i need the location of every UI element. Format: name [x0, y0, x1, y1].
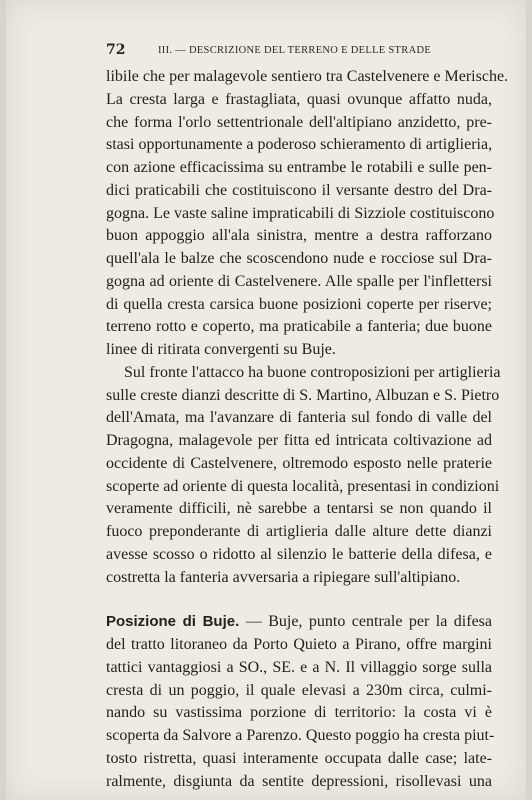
text-line: quell'ala le balze che scoscendono nude e rocciose sul Dra-: [106, 250, 492, 267]
book-page: [6, 0, 526, 800]
section-spacer: [106, 589, 492, 611]
body-text: [106, 66, 509, 793]
text-line: dell'Amata, ma l'avanzare di fanteria sul fondo di valle del: [106, 409, 492, 427]
text-line: veramente difficili, nè sarebbe a tentarsi se non quando il: [106, 500, 492, 518]
text-line: dici praticabili che costituiscono il versante destro del Dra-: [106, 181, 492, 199]
text-line: buon appoggio all'ala sinistra, mentre a destra rafforzano: [106, 227, 492, 245]
text-line: gogna ad oriente di Castelvenere. Alle spalle per l'inflettersi: [106, 272, 492, 290]
text-line: stasi opportunamente a poderoso schieramento di artiglieria,: [106, 136, 493, 154]
text-line: avesse scosso o ridotto al silenzio le batterie della difesa, e: [106, 545, 492, 563]
text-line: tattici vantaggiosi a SO., SE. e a N. Il villaggio sorge sulla: [106, 658, 492, 676]
text-line: nando su vastissima porzione di territorio: la costa vi è: [106, 704, 492, 722]
paragraph-1: [106, 66, 509, 362]
text-line: Sul fronte l'attacco ha buone controposizioni per artiglieria: [124, 363, 501, 381]
text-line: ralmente, disgiunta da sentite depressioni, risollevasi una: [106, 772, 492, 790]
text-line: scoperte ad oriente di questa località, presentasi in condizioni: [106, 477, 500, 495]
text-line: Dragogna, malagevole per fitta ed intricata coltivazione ad: [106, 432, 492, 449]
text-line: La cresta larga e frastagliata, quasi ovunque affatto nuda,: [106, 90, 492, 108]
page-header: [106, 42, 486, 62]
text-line: di quella cresta carsica buone posizioni coperte per riserve;: [106, 295, 492, 313]
paragraph-2: [106, 362, 501, 590]
section-heading: Posizione di Buje.: [106, 613, 240, 631]
text-line: scoperta da Salvore a Parenzo. Questo poggio ha cresta piut-: [106, 727, 495, 744]
text-line: sulle creste dianzi descritte di S. Martino, Albuzan e S. Pietro: [106, 386, 500, 404]
text-line: tosto ristretta, quasi interamente occupata dalle case; late-: [106, 749, 492, 767]
text-line: con azione efficacissima su entrambe le rotabili e sulle pen-: [106, 159, 492, 176]
running-head: III. — DESCRIZIONE DEL TERRENO E DELLE STRADE: [158, 45, 432, 56]
section-first-line-text: — Buje, punto centrale per la difesa: [239, 613, 492, 631]
text-line: del tratto litoraneo da Porto Quieto a Pirano, offre margini: [106, 636, 492, 653]
text-line: fuoco preponderante di artiglieria dalle alture dette dianzi: [106, 523, 492, 540]
text-line: costretta la fanteria avversaria a ripiegare sull'altipiano.: [106, 568, 461, 586]
text-line: cresta di un poggio, il quale elevasi a 230m circa, culmi-: [106, 681, 492, 699]
text-line: terreno rotto e coperto, ma praticabile a fanteria; due buone: [106, 318, 492, 336]
text-line: libile che per malagevole sentiero tra Castelvenere e Merische.: [106, 68, 509, 85]
text-line: occidente di Castelvenere, oltremodo esposto nelle praterie: [106, 454, 492, 472]
text-line: linee di ritirata convergenti su Buje.: [106, 341, 336, 358]
text-line: che forma l'orlo settentrionale dell'altipiano anzidetto, pre-: [106, 113, 492, 131]
text-line: gogna. Le vaste saline impraticabili di Sizziole costituiscono: [106, 204, 495, 222]
page-number: 72: [106, 42, 126, 58]
section-posizione-di-buje: [106, 611, 495, 793]
section-first-line: [106, 611, 492, 634]
